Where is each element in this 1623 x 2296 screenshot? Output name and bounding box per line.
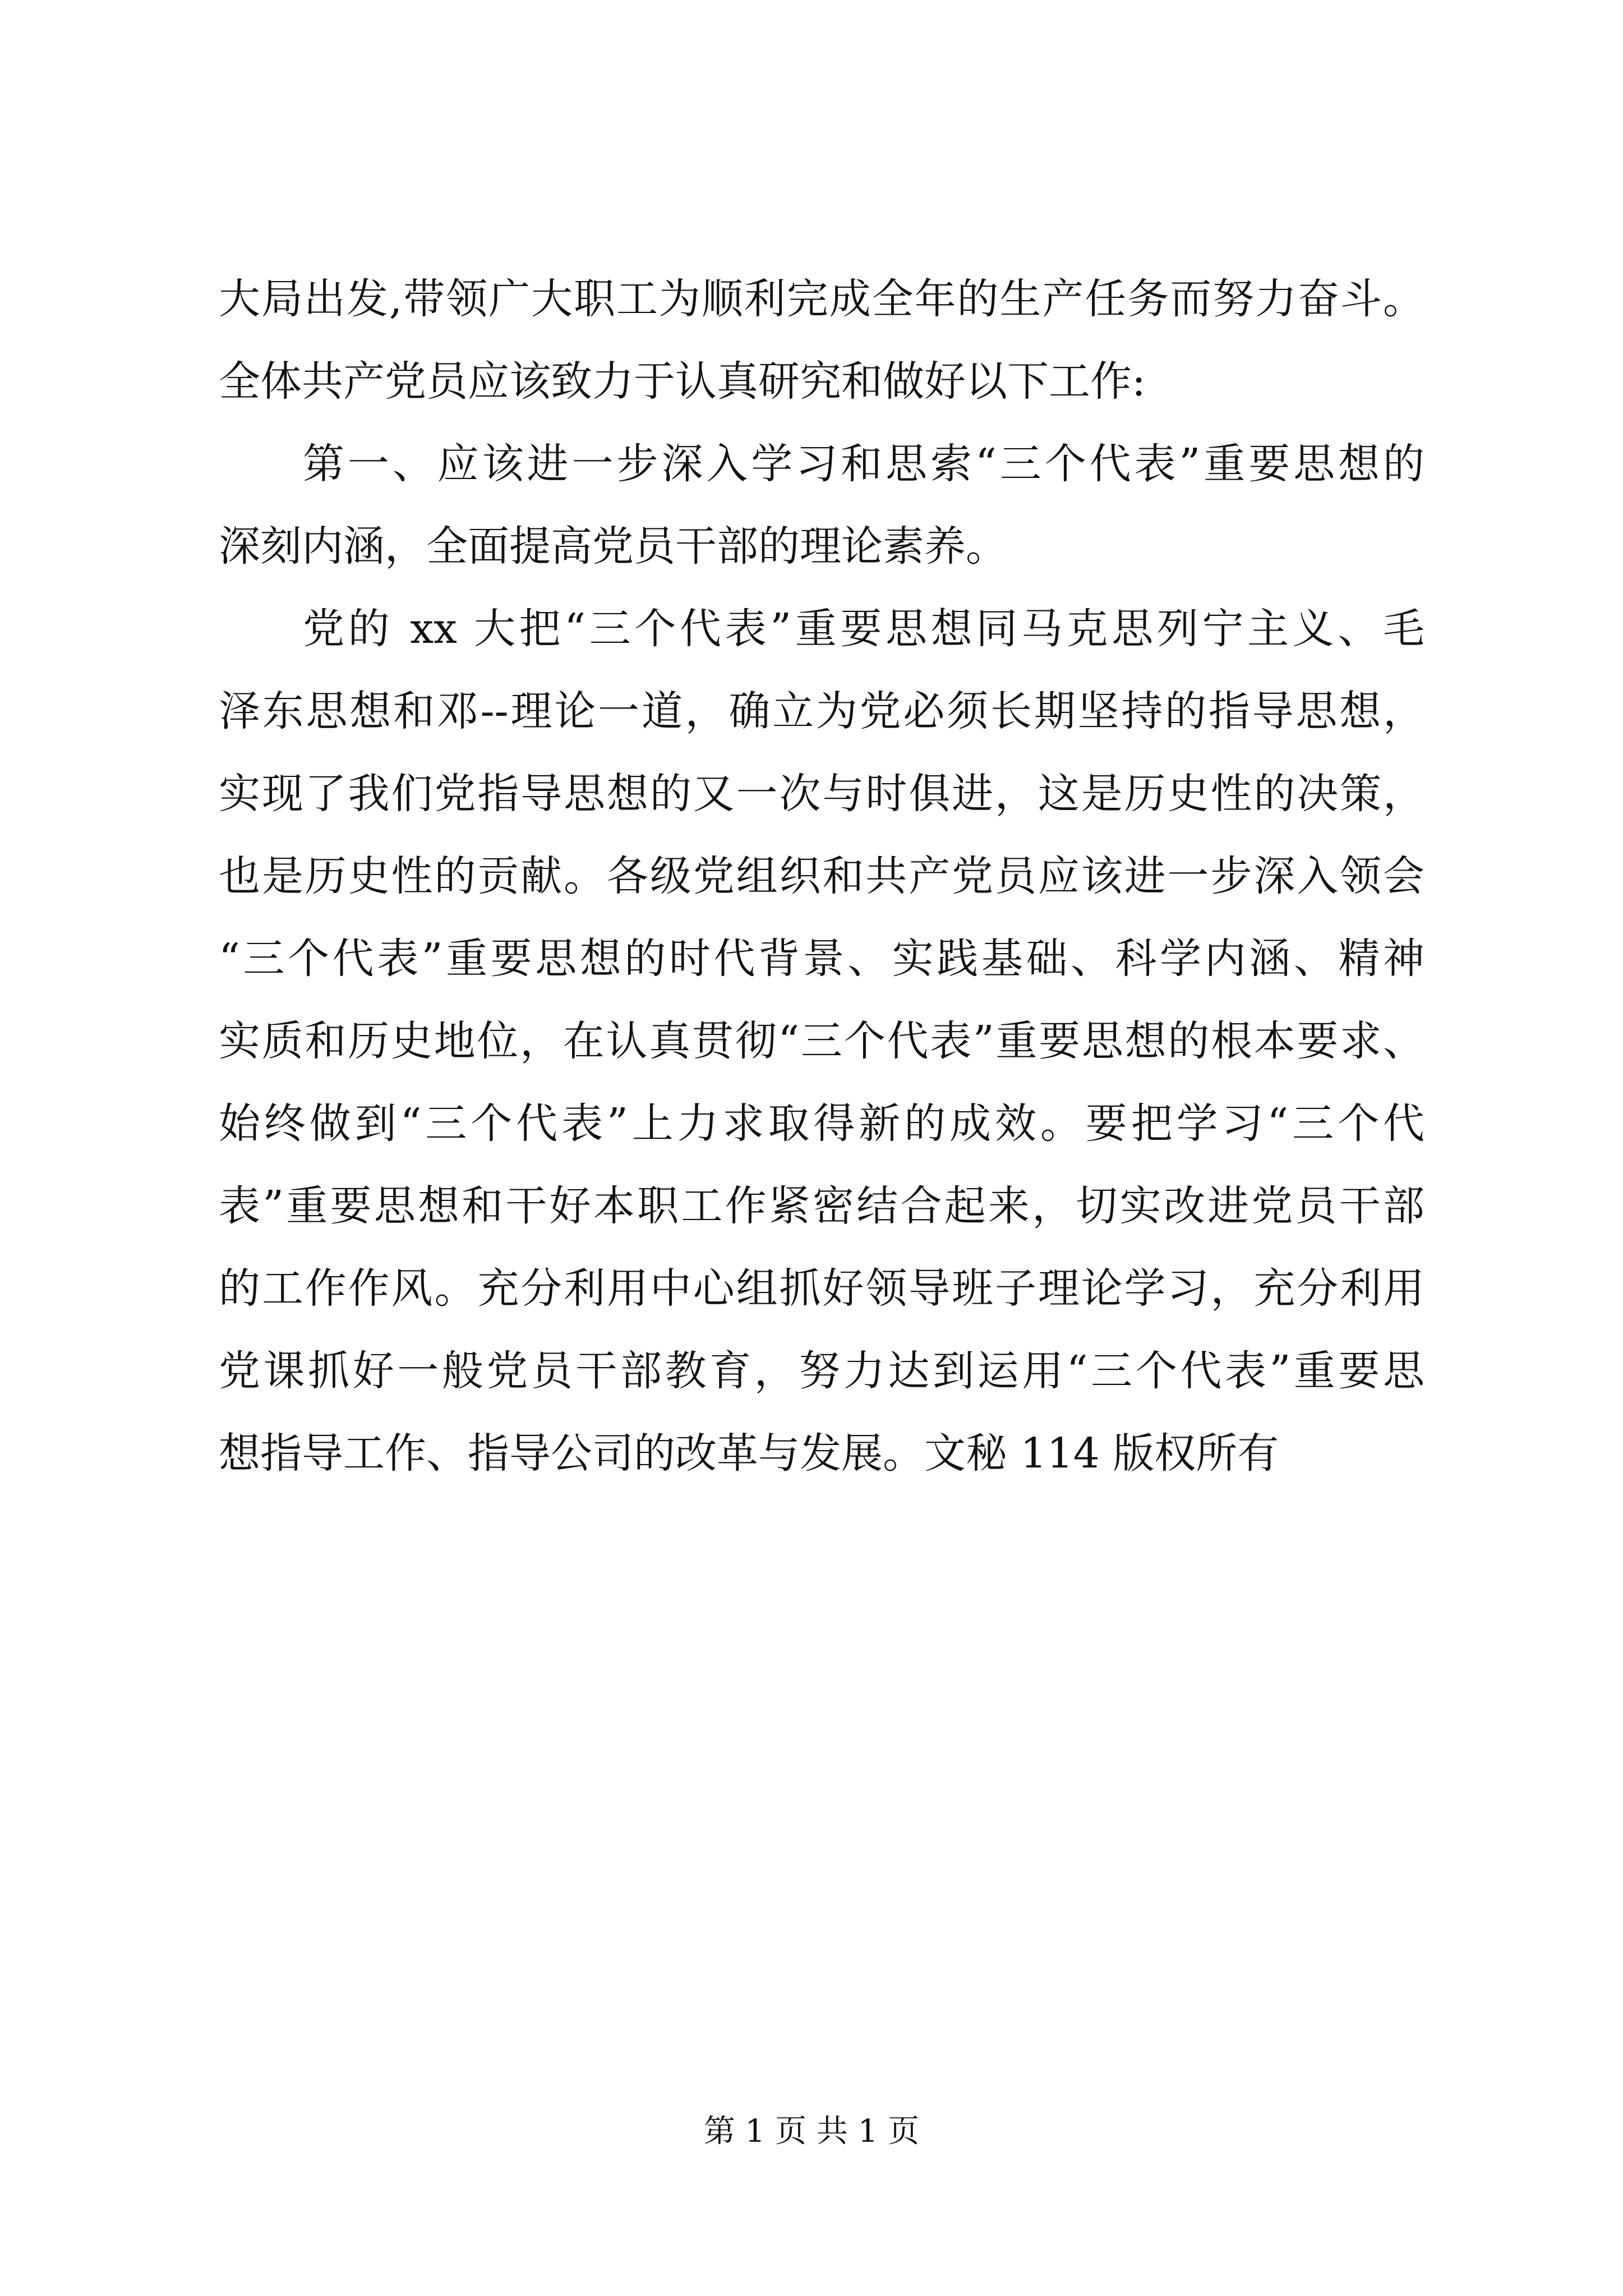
text-line: “三个代表”重要思想的时代背景、实践基础、科学内涵、精神 [219,935,1424,983]
text-line: 始终做到“三个代表”上力求取得新的成效。要把学习“三个代 [219,1099,1424,1148]
text-line: 大局出发,带领广大职工为顺利完成全年的生产任务而努力奋斗。 [219,275,1424,323]
text-line: 深刻内涵，全面提高党员干部的理论素养。 [219,522,1007,570]
text-line: 实现了我们党指导思想的又一次与时俱进，这是历史性的决策， [219,770,1424,818]
page-number: 第 1 页 共 1 页 [703,2113,920,2150]
text-line: 泽东思想和邓--理论一道，确立为党必须长期坚持的指导思想， [219,687,1424,735]
document-body [219,258,1424,1495]
text-line: 也是历史性的贡献。各级党组织和共产党员应该进一步深入领会 [219,852,1424,900]
text-line: 想指导工作、指导公司的改革与发展。文秘 114 版权所有 [219,1429,1279,1478]
text-line: 党课抓好一般党员干部教育，努力达到运用“三个代表”重要思 [219,1347,1424,1395]
text-line: 党的 xx 大把“三个代表”重要思想同马克思列宁主义、毛 [303,605,1424,653]
text-line: 的工作作风。充分利用中心组抓好领导班子理论学习，充分利用 [219,1264,1424,1313]
page-footer [0,2112,1623,2151]
text-line: 第一、应该进一步深入学习和思索“三个代表”重要思想的 [303,440,1424,488]
text-line: 表”重要思想和干好本职工作紧密结合起来，切实改进党员干部 [219,1182,1424,1230]
text-line: 实质和历史地位，在认真贯彻“三个代表”重要思想的根本要求、 [219,1017,1424,1065]
text-line: 全体共产党员应该致力于认真研究和做好以下工作: [219,357,1146,406]
